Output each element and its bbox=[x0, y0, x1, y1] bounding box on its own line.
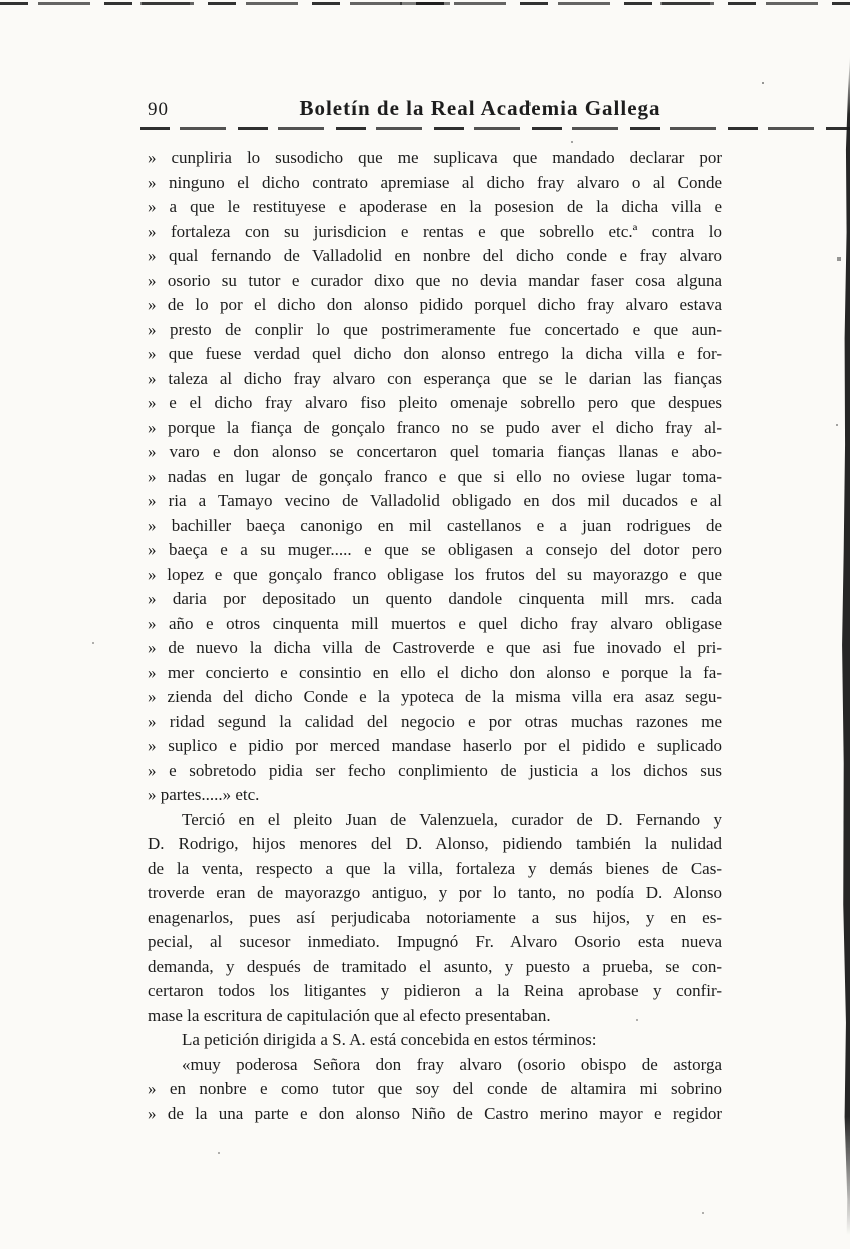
deposition-line: » nadas en lugar de gonçalo franco e que si ello no oviese lugar toma- bbox=[148, 466, 722, 486]
deposition-line: » lopez e que gonçalo franco obligase los frutos del su mayorazgo e que bbox=[148, 564, 722, 584]
paragraph-line: demanda, y después de tramitado el asunto, y puesto a prueba, se con- bbox=[148, 956, 722, 976]
deposition-line: » año e otros cinquenta mill muertos e quel dicho fray alvaro obligase bbox=[148, 613, 722, 633]
deposition-line: » suplico e pidio por merced mandase haserlo por el pidido e suplicado bbox=[148, 736, 722, 755]
deposition-line: » presto de conplir lo que postrimeramente fue concertado e que aun- bbox=[148, 319, 722, 339]
journal-title: Boletín de la Real Academia Gallega bbox=[299, 96, 661, 120]
header-rule bbox=[140, 127, 850, 130]
narrative-paragraph-tercio bbox=[148, 808, 722, 1029]
paragraph-line: Terció en el pleito Juan de Valenzuela, curador de D. Fernando y bbox=[182, 809, 722, 829]
deposition-line: » e sobretodo pidia ser fecho conplimiento de justicia a los dichos sus bbox=[148, 760, 722, 780]
deposition-line: » que fuese verdad quel dicho don alonso entrego la dicha villa e for- bbox=[148, 344, 722, 363]
petition-line: «muy poderosa Señora don fray alvaro (osorio obispo de astorga bbox=[182, 1054, 722, 1074]
petition-line: » de la una parte e don alonso Niño de Castro merino mayor e regidor bbox=[148, 1103, 722, 1123]
deposition-line: » baeça e a su muger..... e que se obligasen a consejo del dotor pero bbox=[148, 540, 722, 559]
paragraph-line: enagenarlos, pues así perjudicaba notoriamente a sus hijos, y en es- bbox=[148, 907, 722, 927]
deposition-line: » zienda del dicho Conde e la ypoteca de la misma villa era asaz segu- bbox=[148, 687, 722, 706]
deposition-line: » varo e don alonso se concertaron quel tomaria fianças llanas e abo- bbox=[148, 442, 722, 461]
deposition-line: » partes.....» etc. bbox=[148, 785, 260, 804]
deposition-line: » e el dicho fray alvaro fiso pleito omenaje sobrello pero que despues bbox=[148, 393, 722, 412]
quoted-deposition-block bbox=[148, 146, 722, 808]
page-body bbox=[148, 146, 722, 1126]
deposition-line: » daria por depositado un quento dandole cinquenta mill mrs. cada bbox=[148, 589, 722, 608]
paragraph-line: troverde eran de mayorazgo antiguo, y por lo tanto, no podía D. Alonso bbox=[148, 883, 722, 902]
scan-edge-artifact-top bbox=[0, 2, 850, 5]
deposition-line: » de nuevo la dicha villa de Castroverde e que asi fue inovado el pri- bbox=[148, 638, 722, 657]
deposition-line: » taleza al dicho fray alvaro con esperança que se le darian las fianças bbox=[148, 368, 722, 388]
deposition-line: » qual fernando de Valladolid en nonbre del dicho conde e fray alvaro bbox=[148, 246, 722, 265]
paragraph-line: certaron todos los litigantes y pidieron a la Reina aprobase y confir- bbox=[148, 981, 722, 1000]
scan-edge-artifact-right bbox=[841, 55, 850, 1235]
deposition-line: » ria a Tamayo vecino de Valladolid obligado en dos mil ducados e al bbox=[148, 491, 722, 510]
deposition-line: » ridad segund la calidad del negocio e por otras muchas razones me bbox=[148, 711, 722, 731]
deposition-line: » bachiller baeça canonigo en mil castellanos e a juan rodrigues de bbox=[148, 515, 722, 535]
deposition-line: » a que le restituyese e apoderase en la posesion de la dicha villa e bbox=[148, 197, 722, 216]
page-number: 90 bbox=[148, 99, 169, 120]
deposition-line: » mer concierto e consintio en ello el dicho don alonso e porque la fa- bbox=[148, 662, 722, 682]
deposition-line: » osorio su tutor e curador dixo que no devia mandar faser cosa alguna bbox=[148, 270, 722, 290]
deposition-line: » fortaleza con su jurisdicion e rentas e que sobrello etc.ª contra lo bbox=[148, 221, 722, 241]
narrative-paragraph-peticion: La petición dirigida a S. A. está concebida en estos términos: bbox=[182, 1030, 597, 1049]
paragraph-line: de la venta, respecto a que la villa, fortaleza y demás bienes de Cas- bbox=[148, 858, 722, 878]
paragraph-line: D. Rodrigo, hijos menores del D. Alonso, pidiendo también la nulidad bbox=[148, 834, 722, 853]
scan-specks bbox=[0, 0, 2, 2]
paragraph-line: mase la escritura de capitulación que al efecto presentaban. bbox=[148, 1005, 551, 1025]
page-header bbox=[148, 94, 722, 122]
paragraph-line: pecial, al sucesor inmediato. Impugnó Fr. Alvaro Osorio esta nueva bbox=[148, 932, 722, 951]
deposition-line: » ninguno el dicho contrato apremiase al dicho fray alvaro o al Conde bbox=[148, 172, 722, 192]
quoted-petition-block bbox=[148, 1053, 722, 1127]
deposition-line: » de lo por el dicho don alonso pidido porquel dicho fray alvaro estava bbox=[148, 295, 722, 314]
petition-line: » en nonbre e como tutor que soy del conde de altamira mi sobrino bbox=[148, 1079, 722, 1098]
deposition-line: » porque la fiança de gonçalo franco no se pudo aver el dicho fray al- bbox=[148, 417, 722, 437]
deposition-line: » cunpliria lo susodicho que me suplicava que mandado declarar por bbox=[148, 148, 722, 167]
